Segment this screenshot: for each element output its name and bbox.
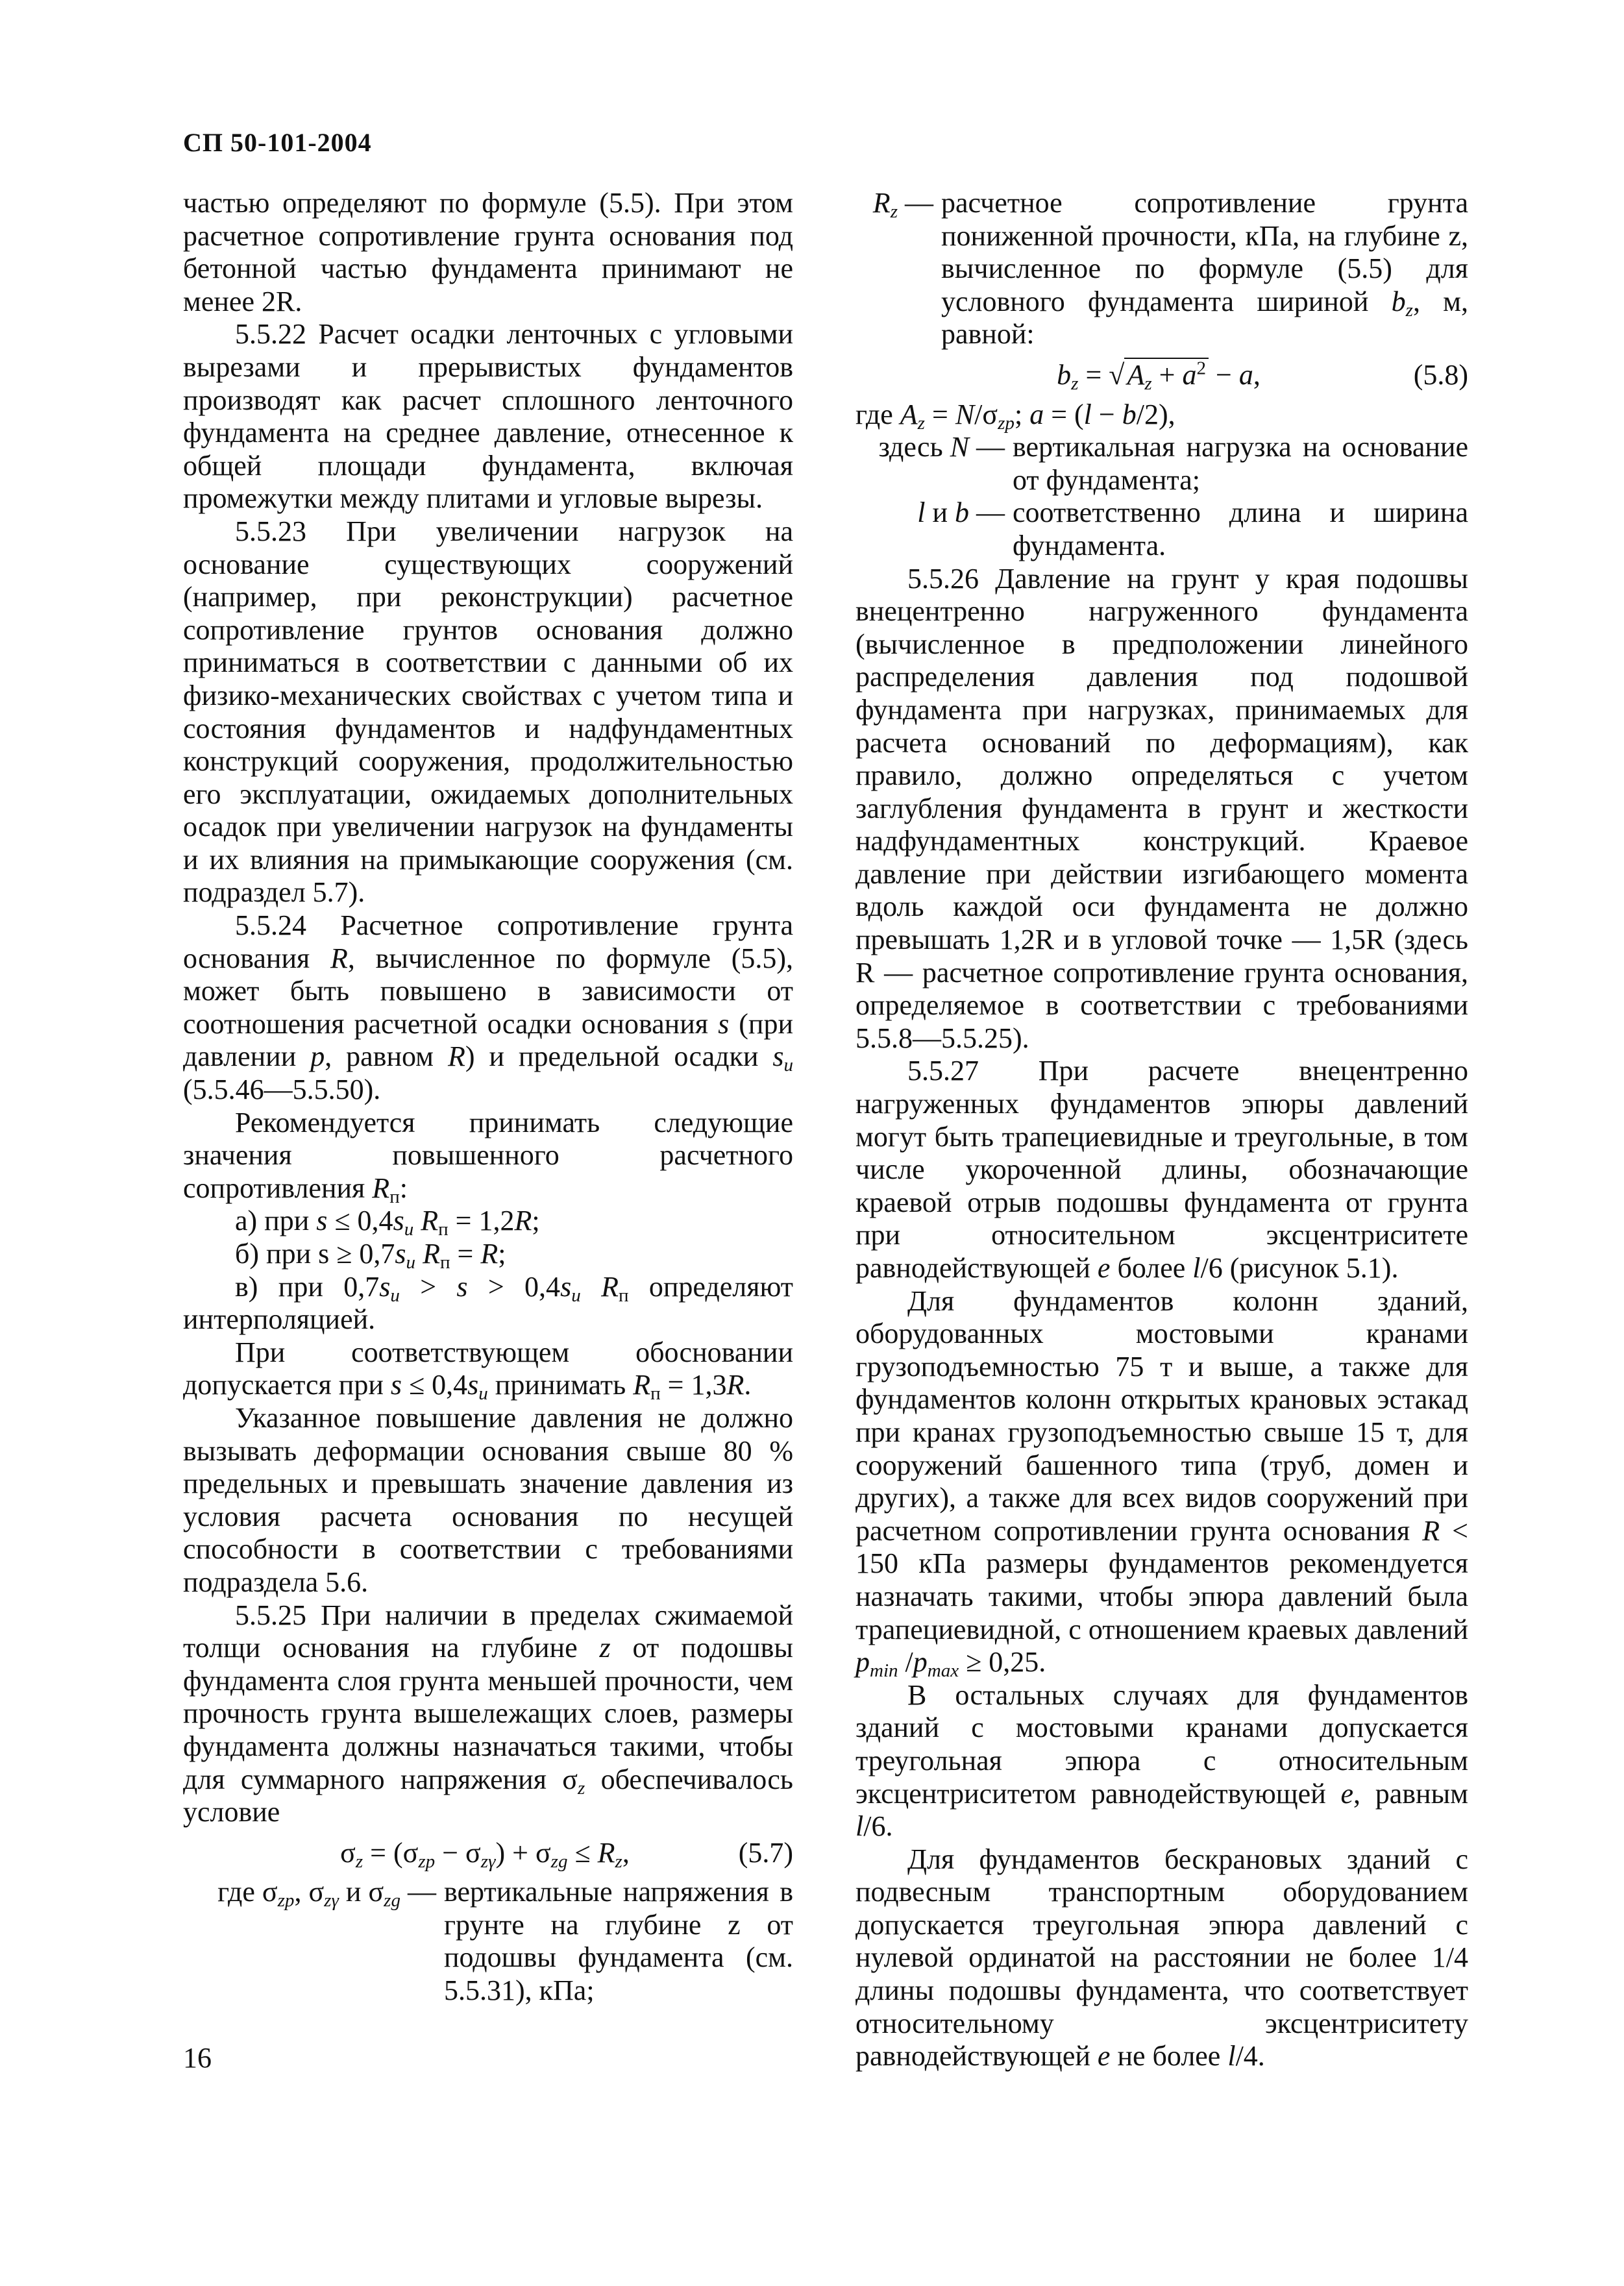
definition-sigma-term: где $\sigma_{zp}$, $\sigma_{z\gamma}$ и $\sigma_{zg}$ — <box>217 1876 436 1911</box>
paragraph-5-5-23: 5.5.23 При увеличении нагрузок на основание существующих сооружений (например, при реконструкции) расчетное сопротивление грунтов основания должно приниматься в соответствии с данными об их физико-механических свойствах с учетом типа и состояния фундаментов и надфундаментных конструкций сооружения, продолжительностью его эксплуатации, ожидаемых дополнительных осадок при увеличении нагрузок на фундаменты и их влияния на примыкающие сооружения (см. подраздел 5.7). <box>183 515 793 909</box>
document-code: СП 50-101-2004 <box>183 128 372 157</box>
definition-n-text: вертикальная нагрузка на основание от фундамента; <box>1013 431 1468 496</box>
paragraph-5-5-26: 5.5.26 Давление на грунт у края подошвы внецентренно нагруженного фундамента (вычисленное в предположении линейного распределения давления под подошвой фундамента при нагрузках, принимаемых для расчета оснований по деформациям), как правило, должно определяться с учетом заглубления фундамента в грунт и жесткости надфундаментных конструкций. Краевое давление при действии изгибающего момента вдоль каждой оси фундамента не должно превышать 1,2R и в угловой точке — 1,5R (здесь R — расчетное сопротивление грунта основания, определяемое в соответствии с требованиями 5.5.8—5.5.25). <box>855 562 1468 1054</box>
paragraph-increase: Указанное повышение давления не должно вызывать деформации основания свыше 80 % предельных и превышать значение давления из условия расчета основания по несущей способности в соответствии с требованиями подраздела 5.6. <box>183 1401 793 1598</box>
formula-5-8-number: (5.8) <box>1413 358 1468 391</box>
paragraph-justify: При соответствующем обосновании допускается при $s \le 0,4s_u$ принимать $R_п = 1,3R$. <box>183 1336 793 1405</box>
paragraph-continued: частью определяют по формуле (5.5). При этом расчетное сопротивление грунта основания под бетонной частью фундамента принимают не менее 2R. <box>183 187 793 317</box>
definition-sigma-text: вертикальные напряжения в грунте на глубине z от подошвы фундамента (см. 5.5.31), кПа; <box>444 1876 793 2007</box>
paragraph-other-cases: В остальных случаях для фундаментов зданий с мостовыми кранами допускается треугольная эпюра с относительным эксцентриситетом равнодействующей e, равным l/6. <box>855 1678 1468 1843</box>
list-item-a: а) при $s \le 0,4s_u$ $R_п = 1,2R$; <box>235 1205 540 1240</box>
paragraph-craneless: Для фундаментов бескрановых зданий с подвесным транспортным оборудованием допускается треугольная эпюра давлений с нулевой ординатой на расстоянии не более 1/4 длины подошвы фундамента, что соответствует относительному эксцентриситету равнодействующей e не более l/4. <box>855 1843 1468 2072</box>
formula-5-7-body: $\sigma_z = (\sigma_{zp} - \sigma_{z\gamma}) + \sigma_{zg} \le R_z$, <box>340 1836 630 1872</box>
paragraph-5-5-25: 5.5.25 При наличии в пределах сжимаемой толщи основания на глубине z от подошвы фундамента слоя грунта меньшей прочности, чем прочность грунта вышележащих слоев, размеры фундамента должны назначаться такими, чтобы для суммарного напряжения $\sigma_z$ обеспечивалось условие <box>183 1599 793 1828</box>
definition-lb <box>855 497 1468 562</box>
definition-rz-term: $R_z$ — <box>872 187 933 223</box>
list-item-b: б) при $s \ge 0,7s_u$ $R_п = R$; <box>235 1238 506 1273</box>
left-column <box>183 187 793 2008</box>
page-number: 16 <box>183 2042 212 2074</box>
definition-lb-term: l и b — <box>917 497 1005 529</box>
formula-5-8 <box>855 358 1468 395</box>
formula-5-7 <box>183 1837 793 1870</box>
where-az-line: где $A_z = N/\sigma_{zp}$; a = (l − b/2), <box>855 398 1175 434</box>
definition-sigma <box>183 1876 793 2007</box>
definition-n-term: здесь N — <box>878 431 1005 463</box>
formula-5-8-body: $b_z = √A_z + a^2 - a$, <box>1057 358 1261 395</box>
definition-n <box>855 431 1468 497</box>
right-column <box>855 187 1468 2073</box>
definition-rz-text: расчетное сопротивление грунта пониженной прочности, кПа, на глубине z, вычисленное по формуле (5.5) для условного фундамента шириной $b_z$, м, равной: <box>941 187 1469 350</box>
definition-rz <box>855 187 1468 351</box>
paragraph-column-foundations: Для фундаментов колонн зданий, оборудованных мостовыми кранами грузоподъемностью 75 т и выше, а также для фундаментов колонн открытых крановых эстакад при кранах грузоподъемностью свыше 15 т, для сооружений башенного типа (труб, домен и других), а также для всех видов сооружений при расчетном сопротивлении грунта основания R < 150 кПа размеры фундаментов рекомендуется назначать такими, чтобы эпюра давлений была трапециевидной, с отношением краевых давлений $p_{min}$ $/p_{max} \ge 0,25$. <box>855 1284 1468 1682</box>
paragraph-recommend: Рекомендуется принимать следующие значения повышенного расчетного сопротивления $R_п$: <box>183 1106 793 1207</box>
paragraph-5-5-27: 5.5.27 При расчете внецентренно нагруженных фундаментов эпюры давлений могут быть трапециевидные и треугольные, в том числе укороченной длины, обозначающие краевой отрыв подошвы фундамента от грунта при относительном эксцентриситете равнодействующей e более l/6 (рисунок 5.1). <box>855 1055 1468 1284</box>
list-item-c: в) при $0,7s_u > s > 0,4s_u$ $R_п$ определяют интерполяцией. <box>183 1270 793 1336</box>
paragraph-5-5-22: 5.5.22 Расчет осадки ленточных с угловыми вырезами и прерывистых фундаментов производят как расчет сплошного ленточного фундамента на среднее давление, отнесенное к общей площади фундамента, включая промежутки между плитами и угловые вырезы. <box>183 318 793 515</box>
definition-lb-text: соответственно длина и ширина фундамента. <box>1013 497 1468 561</box>
paragraph-5-5-24: 5.5.24 Расчетное сопротивление грунта основания R, вычисленное по формуле (5.5), может быть повышено в зависимости от соотношения расчетной осадки основания s (при давлении p, равном R) и предельной осадки $s_u$ (5.5.46—5.5.50). <box>183 909 794 1106</box>
formula-5-7-number: (5.7) <box>738 1836 793 1869</box>
